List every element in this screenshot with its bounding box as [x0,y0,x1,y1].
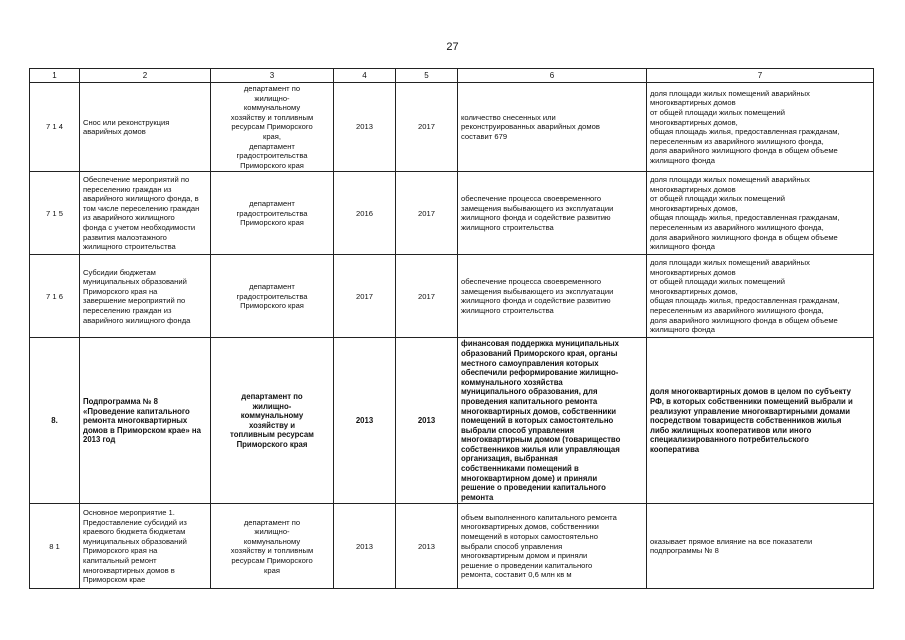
start-year: 2013 [334,338,396,504]
measure-name: Подпрограмма № 8 «Проведение капитального ремонта многоквартирных домов в Приморском крае» на 2013 год [80,338,211,504]
expected-result: финансовая поддержка муниципальных образований Приморского края, органы местного самоуправления которых обеспечили реформирование жилищно- коммунального хозяйства муниципального образования, для проведения капитального ремонта многоквартирных домов, собственники помещений в которых самостоятельно выбрали способ управления многоквартирным домом (товарищество собственников жилья или управляющая организация, выбранная собственниками помещений в многоквартирном доме) и приняли решение о проведении капитального ремонта [458,338,647,504]
table-row [30,172,874,255]
end-year: 2013 [396,338,458,504]
table-row [30,338,874,504]
expected-result: обеспечение процесса своевременного замещения выбывающего из эксплуатации жилищного фонда и содействие развитию жилищного строительства [458,255,647,338]
measure-name: Субсидии бюджетам муниципальных образований Приморского края на завершение мероприятий по переселению граждан из аварийного жилищного фонда [80,255,211,338]
row-number: 7 1 5 [30,172,80,255]
column-header-7: 7 [647,69,874,83]
executor: департамент по жилищно- коммунальному хозяйству и топливным ресурсам Приморского края, департамент градостроительства Приморского края [211,83,334,172]
table-row [30,83,874,172]
column-header-1: 1 [30,69,80,83]
indicators: доля площади жилых помещений аварийных многоквартирных домов от общей площади жилых помещений многоквартирных домов, общая площадь жилья, предоставленная гражданам, переселенным из аварийного жилищного фонда, доля аварийного жилищного фонда в общем объеме жилищного фонда [647,255,874,338]
start-year: 2016 [334,172,396,255]
program-table [29,68,874,589]
expected-result: объем выполненного капитального ремонта многоквартирных домов, собственники помещений в которых самостоятельно выбрали способ управления многоквартирным домом и приняли решение о проведении капитального ремонта, составит 0,6 млн кв м [458,504,647,589]
expected-result: обеспечение процесса своевременного замещения выбывающего из эксплуатации жилищного фонда и содействие развитию жилищного строительства [458,172,647,255]
executor: департамент градостроительства Приморского края [211,172,334,255]
header-row [30,69,874,83]
start-year: 2013 [334,504,396,589]
row-number: 8 1 [30,504,80,589]
executor: департамент по жилищно- коммунальному хозяйству и топливным ресурсам Приморского края [211,338,334,504]
table-row [30,255,874,338]
end-year: 2017 [396,172,458,255]
measure-name: Обеспечение мероприятий по переселению граждан из аварийного жилищного фонда, в том числе переселению граждан из аварийного жилищного фонда с учетом необходимости развития малоэтажного жилищного строительства [80,172,211,255]
column-header-4: 4 [334,69,396,83]
row-number: 7 1 4 [30,83,80,172]
indicators: доля площади жилых помещений аварийных многоквартирных домов от общей площади жилых помещений многоквартирных домов, общая площадь жилья, предоставленная гражданам, переселенным из аварийного жилищного фонда, доля аварийного жилищного фонда в общем объеме жилищного фонда [647,83,874,172]
indicators: доля многоквартирных домов в целом по субъекту РФ, в которых собственники помещений выбрали и реализуют управление многоквартирными домами посредством товариществ собственников жилья либо жилищных кооперативов или иного специализированного потребительского кооператива [647,338,874,504]
start-year: 2017 [334,255,396,338]
end-year: 2017 [396,255,458,338]
indicators: оказывает прямое влияние на все показатели подпрограммы № 8 [647,504,874,589]
measure-name: Снос или реконструкция аварийных домов [80,83,211,172]
start-year: 2013 [334,83,396,172]
column-header-2: 2 [80,69,211,83]
column-header-5: 5 [396,69,458,83]
end-year: 2013 [396,504,458,589]
end-year: 2017 [396,83,458,172]
page-number: 27 [446,41,459,53]
column-header-6: 6 [458,69,647,83]
executor: департамент по жилищно- коммунальному хозяйству и топливным ресурсам Приморского края [211,504,334,589]
expected-result: количество снесенных или реконструированных аварийных домов составит 679 [458,83,647,172]
row-number: 7 1 6 [30,255,80,338]
executor: департамент градостроительства Приморского края [211,255,334,338]
row-number: 8. [30,338,80,504]
measure-name: Основное мероприятие 1. Предоставление субсидий из краевого бюджета бюджетам муниципальных образований Приморского края на капитальный ремонт многоквартирных домов в Приморском крае [80,504,211,589]
indicators: доля площади жилых помещений аварийных многоквартирных домов от общей площади жилых помещений многоквартирных домов, общая площадь жилья, предоставленная гражданам, переселенным из аварийного жилищного фонда, доля аварийного жилищного фонда в общем объеме жилищного фонда [647,172,874,255]
column-header-3: 3 [211,69,334,83]
table-row [30,504,874,589]
